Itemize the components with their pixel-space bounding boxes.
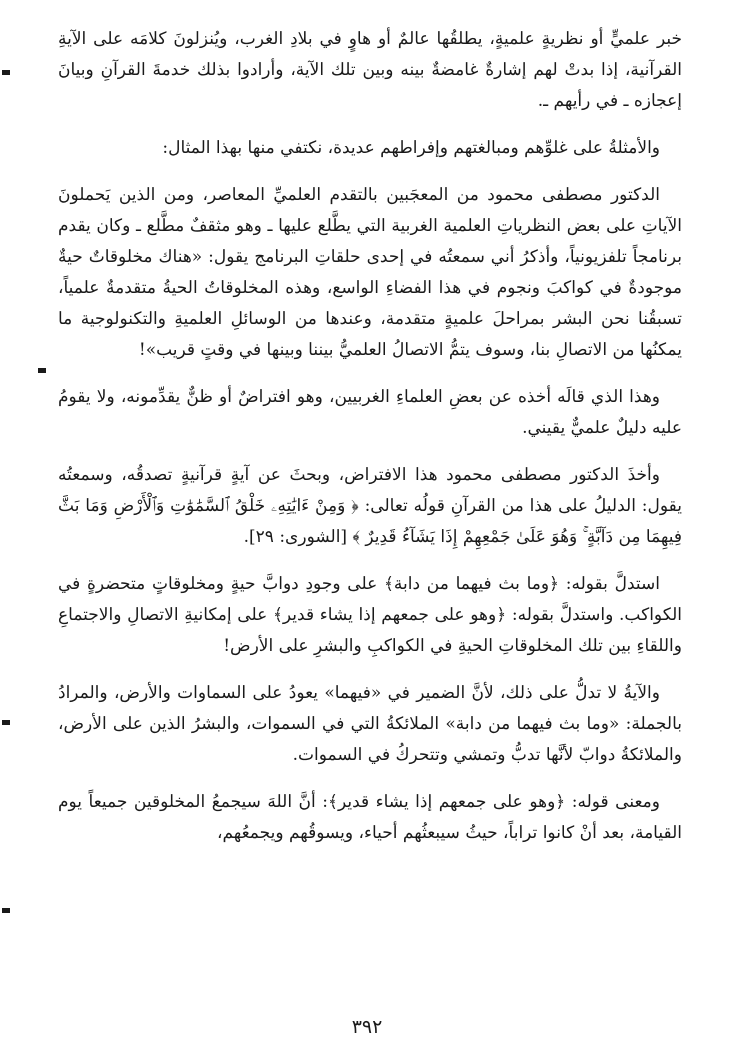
- margin-mark: [2, 908, 10, 913]
- paragraph-refutation: والآيةُ لا تدلُّ على ذلك، لأنَّ الضمير في «فيهما» يعودُ على السماوات والأرض، والمرادُ بالجملة: «وما بث فيهما من دابة» الملائكةُ التي في السموات، والبشرُ الذين على الأرض، والملائكةُ دوابّ لأنَّها تدبُّ وتمشي وتتحركُ في السموات.: [58, 683, 682, 765]
- margin-mark: [2, 70, 10, 75]
- paragraph-quran-verse: وأخذَ الدكتور مصطفى محمود هذا الافتراض، وبحثَ عن آيةٍ قرآنيةٍ تصدقُه، وسمعتُه يقول: الدليلُ على هذا من القرآنِ قولُه تعالى: ﴿ وَمِنْ ءَايَٰتِهِۦ خَلْقُ ٱلسَّمَٰوَٰتِ وَٱلْأَرْضِ وَمَا بَثَّ فِيهِمَا مِن دَآبَّةٍ ۚ وَهُوَ عَلَىٰ جَمْعِهِمْ إِذَا يَشَآءُ قَدِيرٌ ﴾ [الشورى: ٢٩].: [58, 465, 682, 547]
- paragraph-intro-continued: خبر علميٍّ أو نظريةٍ علميةٍ، يطلقُها عالمٌ أو هاوٍ في بلادِ الغرب، ويُنزلونَ كلامَه على الآيةِ القرآنية، إذا بدتْ لهم إشارةٌ غامضةٌ بينه وبين تلك الآية، وأرادوا بذلك خدمةَ القرآنِ وبيانَ إعجازه ـ في رأيهم ـ.: [58, 29, 682, 111]
- paragraph-meaning: ومعنى قوله: ﴿وهو على جمعهم إذا يشاء قدير﴾: أنَّ اللهَ سيجمعُ المخلوقين جميعاً يوم القيامة، بعد أنْ كانوا تراباً، حيثُ سيبعثُهم أحياء، ويسوقُهم ويجمعُهم،: [58, 792, 682, 843]
- paragraph-mustafa-mahmoud: الدكتور مصطفى محمود من المعجَبين بالتقدم العلميِّ المعاصر، ومن الذين يَحملونَ الآياتِ على بعض النظرياتِ العلمية الغربية التي يطَّلع عليها ـ وهو مثقفٌ مطَّلع ـ وكان يقدم برنامجاً تلفزيونياً، وأذكرُ أني سمعتُه في إحدى حلقاتِ البرنامج يقول: «هناك مخلوقاتٌ حيةٌ موجودةٌ في كواكبَ ونجوم في هذا الفضاءِ الواسع، وهذه المخلوقاتُ الحيةُ متقدمةٌ علمياً، تسبقُنا نحن البشر بمراحلَ علميةٍ متقدمة، وعندها من الوسائلِ العلميةِ والتكنولوجية ما يمكنُها من الاتصالِ بنا، وسوف يتمُّ الاتصالُ العلميُّ بيننا وبينها في وقتٍ قريب»!: [58, 185, 682, 360]
- margin-mark: [2, 720, 10, 725]
- paragraph-western-scientists: وهذا الذي قالَه أخذه عن بعضِ العلماءِ الغربيين، وهو افتراضٌ أو ظنٌّ يقدِّمونه، ولا يقومُ عليه دليلٌ علميٌّ يقيني.: [58, 387, 682, 438]
- margin-mark: [38, 368, 46, 373]
- paragraph-examples-intro: والأمثلةُ على غلوِّهم ومبالغتهم وإفراطهم عديدة، نكتفي منها بهذا المثال:: [162, 138, 660, 158]
- page-body: [58, 24, 682, 861]
- page-number: ٣٩٢: [351, 1016, 383, 1038]
- paragraph-istidlal: استدلَّ بقوله: ﴿وما بث فيهما من دابة﴾ على وجودِ دوابَّ حيةٍ ومخلوقاتٍ متحضرةٍ في الكواكب. واستدلَّ بقوله: ﴿وهو على جمعهم إذا يشاء قدير﴾ على إمكانيةِ الاتصالِ والاجتماعِ واللقاءِ بين تلك المخلوقاتِ الحيةِ في الكواكبِ والبشرِ على الأرض!: [58, 574, 682, 656]
